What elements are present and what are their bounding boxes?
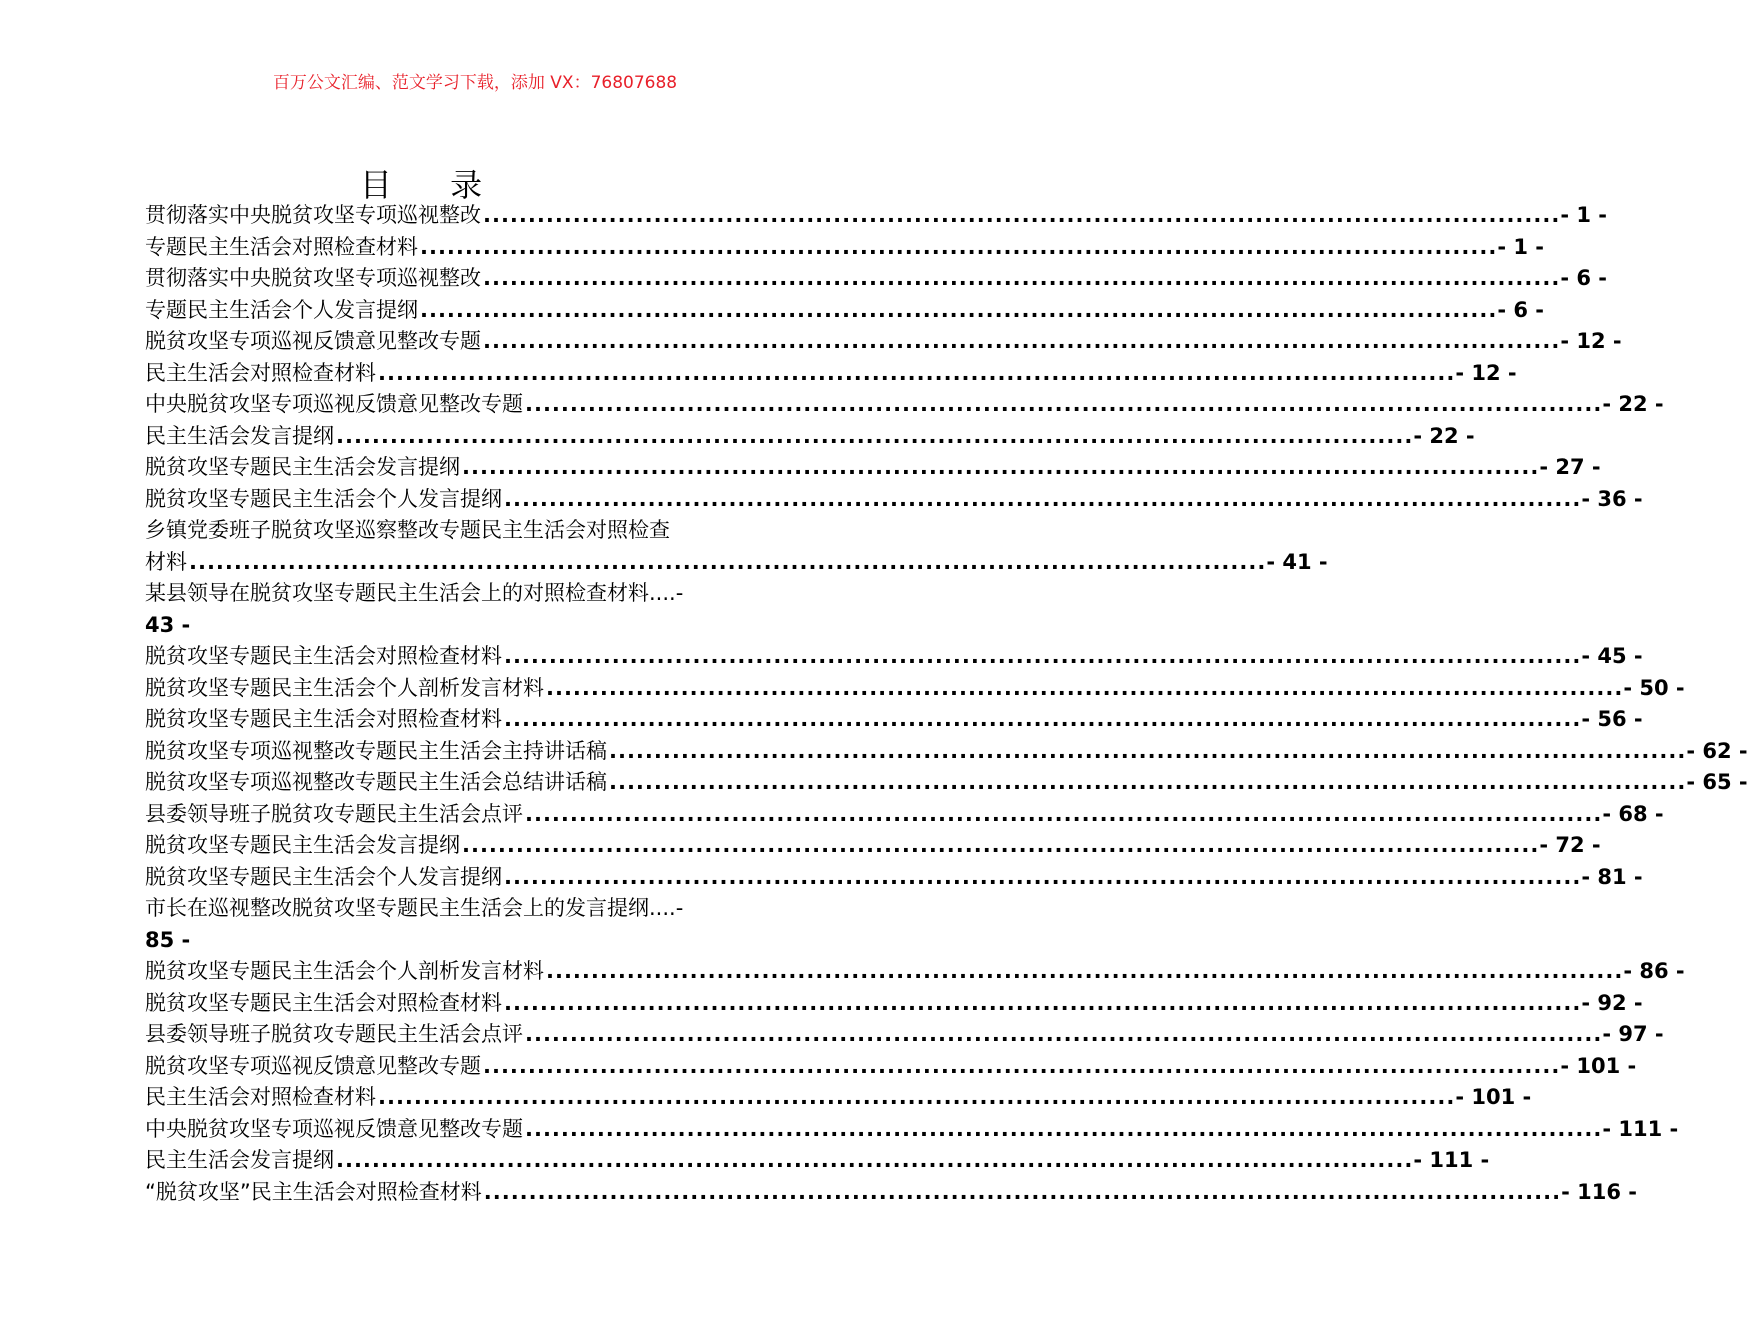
toc-page-number: - 81 - [1581, 864, 1643, 889]
toc-leader-dots: ........................................................................................................................ [504, 864, 1582, 889]
toc-page-number: - 68 - [1602, 801, 1664, 826]
toc-leader-dots: ........................................................................................................................ [483, 266, 1561, 290]
toc-entry[interactable] [145, 232, 1544, 264]
toc-leader-dots: ........................................................................................................................ [483, 1179, 1562, 1204]
toc-entry[interactable] [145, 358, 1517, 390]
toc-page-number: - 116 - [1561, 1179, 1637, 1204]
toc-entry-title: 脱贫攻坚专题民主生活会发言提纲 [145, 455, 460, 479]
toc-entry[interactable] [145, 799, 1664, 831]
toc-leader-dots: ........................................................................................................................ [420, 234, 1498, 259]
toc-entry-title: 材料 [145, 549, 187, 574]
toc-leader-dots: ........................................................................................................................ [525, 1116, 1603, 1141]
toc-entry[interactable] [145, 421, 1475, 453]
toc-entry[interactable] [145, 736, 1748, 768]
toc-entry[interactable] [145, 988, 1643, 1020]
toc-page-number: - 6 - [1497, 297, 1544, 322]
toc-leader-dots: ........................................................................................................................ [483, 329, 1561, 353]
toc-entry-title: 脱贫攻坚专题民主生活会个人剖析发言材料 [145, 959, 544, 983]
toc-entry-title: 脱贫攻坚专项巡视反馈意见整改专题 [145, 329, 481, 353]
toc-page-number: - 1 - [1497, 234, 1544, 259]
toc-entry[interactable] [145, 704, 1643, 736]
toc-entry-line[interactable]: 市长在巡视整改脱贫攻坚专题民主生活会上的发言提纲....- [145, 896, 684, 920]
toc-leader-dots: ........................................................................................................................ [462, 455, 1540, 479]
toc-page-number: - 92 - [1581, 990, 1643, 1015]
toc-leader-dots: ........................................................................................................................ [504, 990, 1582, 1015]
toc-entry-title: 脱贫攻坚专题民主生活会对照检查材料 [145, 990, 502, 1015]
toc-entry[interactable] [145, 295, 1544, 327]
toc-entry[interactable] [145, 956, 1685, 988]
toc-entry[interactable] [145, 767, 1748, 799]
toc-entry[interactable] [145, 673, 1685, 705]
toc-entry-line[interactable]: 43 - [145, 612, 191, 637]
toc-entry[interactable] [145, 862, 1643, 894]
toc-leader-dots: ........................................................................................................................ [525, 392, 1603, 416]
toc-entry[interactable] [145, 1114, 1679, 1146]
toc-leader-dots: ........................................................................................................................ [525, 801, 1603, 826]
toc-entry-title: 中央脱贫攻坚专项巡视反馈意见整改专题 [145, 1116, 523, 1141]
toc-entry[interactable] [145, 1051, 1637, 1083]
toc-page-number: - 22 - [1413, 423, 1475, 448]
toc-entry[interactable] [145, 200, 1607, 232]
toc-page-number: - 12 - [1560, 329, 1622, 353]
toc-leader-dots: ........................................................................................................................ [483, 1053, 1561, 1078]
toc-page-number: - 6 - [1560, 266, 1607, 290]
toc-entry-line[interactable]: 某县领导在脱贫攻坚专题民主生活会上的对照检查材料....- [145, 581, 684, 605]
toc-leader-dots: ........................................................................................................................ [420, 297, 1498, 322]
toc-entry[interactable] [145, 547, 1328, 579]
toc-leader-dots: ........................................................................................................................ [462, 833, 1540, 857]
toc-page-number: - 45 - [1581, 644, 1643, 668]
toc-leader-dots: ........................................................................................................................ [546, 675, 1624, 700]
toc-leader-dots: ........................................................................................................................ [609, 770, 1687, 794]
toc-leader-dots: ........................................................................................................................ [525, 1022, 1603, 1046]
toc-entry[interactable] [145, 1177, 1637, 1209]
toc-page-number: - 86 - [1623, 959, 1685, 983]
toc-entry-title: 民主生活会发言提纲 [145, 1148, 334, 1172]
toc-leader-dots: ........................................................................................................................ [504, 644, 1582, 668]
toc-entry-title: 脱贫攻坚专题民主生活会发言提纲 [145, 833, 460, 857]
toc-entry-title: 脱贫攻坚专题民主生活会对照检查材料 [145, 644, 502, 668]
toc-entry[interactable] [145, 452, 1601, 484]
toc-leader-dots: ........................................................................................................................ [504, 486, 1582, 511]
toc-entry-title: 专题民主生活会对照检查材料 [145, 234, 418, 259]
toc-page-number: - 56 - [1581, 707, 1643, 731]
toc-entry-title: 县委领导班子脱贫攻专题民主生活会点评 [145, 801, 523, 826]
toc-entry-title: 民主生活会发言提纲 [145, 423, 334, 448]
toc-entry[interactable] [145, 263, 1607, 295]
toc-entry-title: 中央脱贫攻坚专项巡视反馈意见整改专题 [145, 392, 523, 416]
toc-page-number: - 27 - [1539, 455, 1601, 479]
toc-page-number: - 12 - [1455, 360, 1517, 385]
toc-entry[interactable] [145, 389, 1664, 421]
toc-page-number: - 65 - [1686, 770, 1748, 794]
toc-entry-title: 专题民主生活会个人发言提纲 [145, 297, 418, 322]
toc-entry-title: 脱贫攻坚专题民主生活会个人发言提纲 [145, 486, 502, 511]
toc-leader-dots: ........................................................................................................................ [504, 707, 1582, 731]
toc-entry-title: 脱贫攻坚专题民主生活会个人发言提纲 [145, 864, 502, 889]
toc-entry-title: 贯彻落实中央脱贫攻坚专项巡视整改 [145, 266, 481, 290]
toc-entry-title: 脱贫攻坚专项巡视反馈意见整改专题 [145, 1053, 481, 1078]
toc-entry[interactable] [145, 484, 1643, 516]
toc-leader-dots: ........................................................................................................................ [609, 738, 1687, 763]
toc-entry-title: 县委领导班子脱贫攻专题民主生活会点评 [145, 1022, 523, 1046]
toc-entry[interactable] [145, 326, 1622, 358]
toc-entry-title: 民主生活会对照检查材料 [145, 360, 376, 385]
toc-entry-title: 贯彻落实中央脱贫攻坚专项巡视整改 [145, 203, 481, 227]
toc-page-number: - 111 - [1602, 1116, 1679, 1141]
toc-entry-title: 脱贫攻坚专题民主生活会个人剖析发言材料 [145, 675, 544, 700]
toc-page-number: - 36 - [1581, 486, 1643, 511]
toc-entry-title: 脱贫攻坚专项巡视整改专题民主生活会主持讲话稿 [145, 738, 607, 763]
toc-entry[interactable] [145, 830, 1601, 862]
toc-page-number: - 1 - [1560, 203, 1607, 227]
toc-page-number: - 41 - [1266, 549, 1328, 574]
toc-leader-dots: ........................................................................................................................ [546, 959, 1624, 983]
page-title: 目 录 [359, 166, 507, 204]
toc-entry-title: 脱贫攻坚专题民主生活会对照检查材料 [145, 707, 502, 731]
toc-page-number: - 22 - [1602, 392, 1664, 416]
toc-leader-dots: ........................................................................................................................ [378, 1085, 1456, 1109]
table-of-contents [145, 200, 1748, 1208]
toc-entry[interactable] [145, 1145, 1490, 1177]
toc-page-number: - 111 - [1413, 1148, 1490, 1172]
toc-leader-dots: ........................................................................................................................ [336, 1148, 1414, 1172]
toc-entry[interactable] [145, 641, 1643, 673]
toc-page-number: - 72 - [1539, 833, 1601, 857]
toc-entry-line[interactable]: 85 - [145, 927, 191, 952]
toc-entry[interactable] [145, 1082, 1532, 1114]
toc-page-number: - 101 - [1455, 1085, 1532, 1109]
toc-entry[interactable] [145, 1019, 1664, 1051]
toc-entry-title: 脱贫攻坚专项巡视整改专题民主生活会总结讲话稿 [145, 770, 607, 794]
toc-entry-title: “脱贫攻坚”民主生活会对照检查材料 [145, 1179, 482, 1204]
toc-page-number: - 97 - [1602, 1022, 1664, 1046]
toc-leader-dots: ........................................................................................................................ [483, 203, 1561, 227]
toc-entry-title: 民主生活会对照检查材料 [145, 1085, 376, 1109]
toc-page-number: - 50 - [1623, 675, 1685, 700]
toc-page-number: - 101 - [1560, 1053, 1637, 1078]
toc-leader-dots: ........................................................................................................................ [336, 423, 1414, 448]
watermark-header: 百万公文汇编、范文学习下载，添加 VX：76807688 [272, 73, 678, 93]
toc-leader-dots: ........................................................................................................................ [378, 360, 1456, 385]
toc-page-number: - 62 - [1686, 738, 1748, 763]
toc-entry-line[interactable]: 乡镇党委班子脱贫攻坚巡察整改专题民主生活会对照检查 [145, 518, 670, 542]
toc-leader-dots: ........................................................................................................................ [189, 549, 1267, 574]
